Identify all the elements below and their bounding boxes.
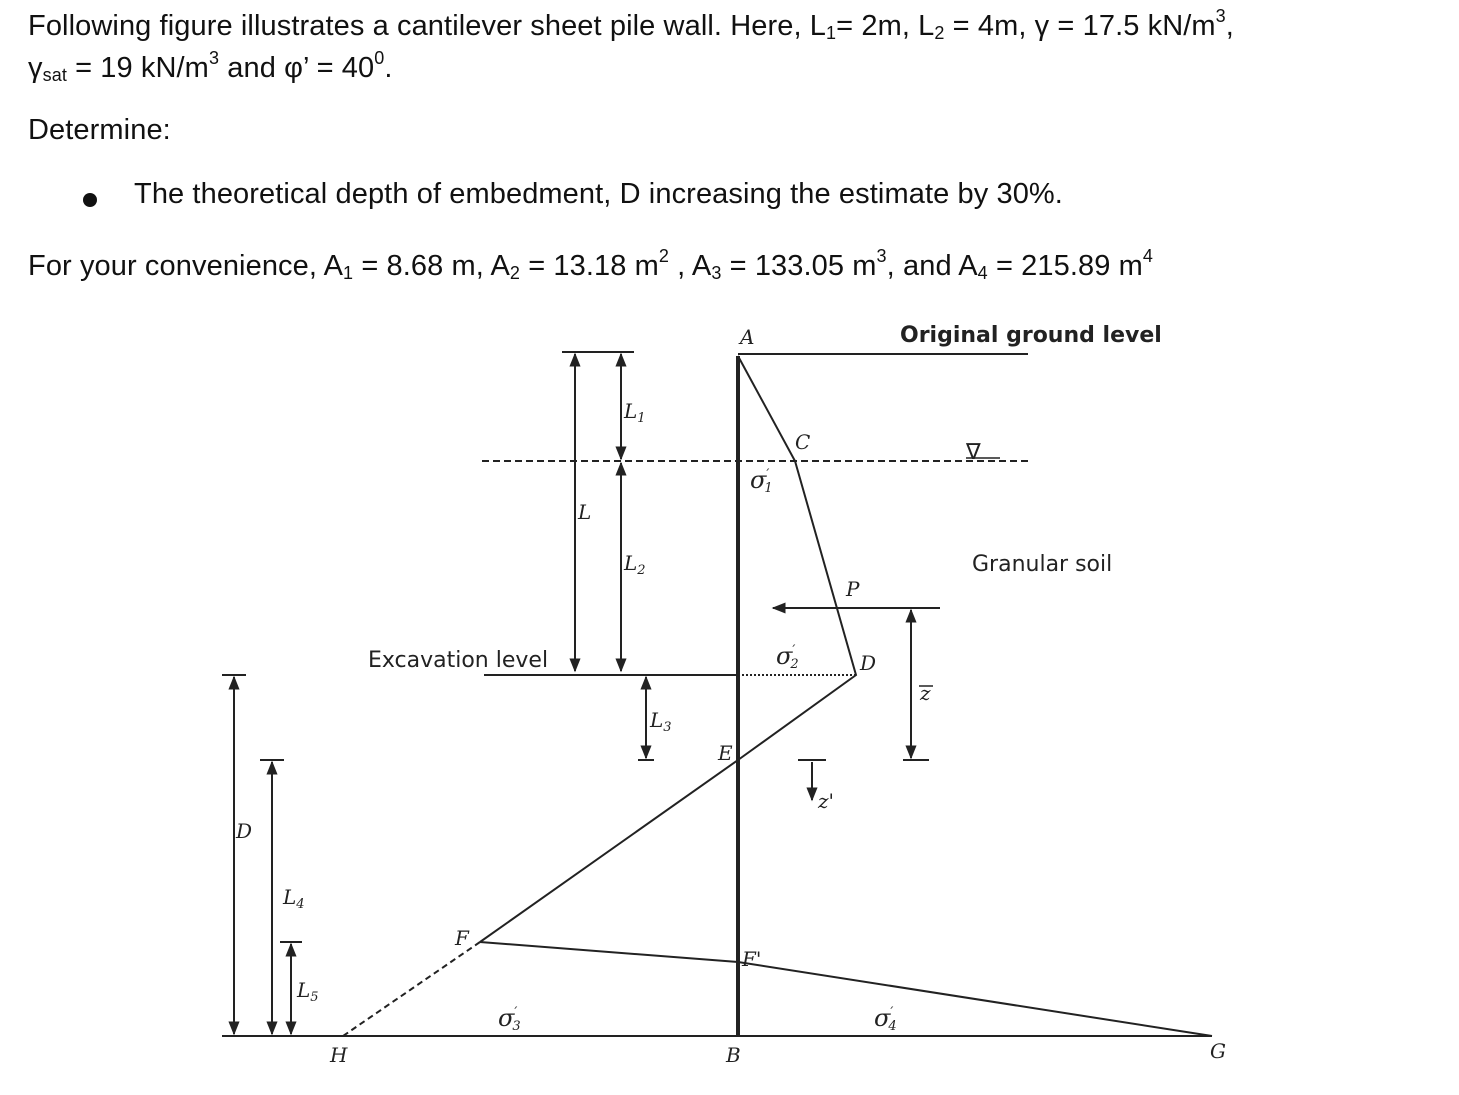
label-sigma4: σ′ 4 — [874, 1004, 897, 1034]
label-l: L — [578, 500, 592, 524]
convenience-values: For your convenience, $A_1 = 8.68$ m, $A_2 = 13.18$ $m^2$ , $A_3 = 133.05$ $m^3$, and $A_4 = 215.89$ $m^4$ — [28, 246, 1153, 283]
label-l4: $L_4$ — [283, 885, 305, 912]
label-c: C — [795, 430, 811, 454]
label-sigma2: σ′ 2 — [776, 642, 799, 672]
problem-statement-line-2: $\gamma_{sat} = 19$ $kN/m^3$ and φ’ = $40^0$. — [28, 48, 393, 85]
label-zprime: z' — [818, 789, 835, 813]
label-l3: $L_3$ — [650, 708, 672, 735]
water-table-icon: ∇ — [966, 440, 981, 465]
label-f-prime: F' — [742, 947, 762, 971]
label-a: A — [740, 325, 755, 349]
label-p: P — [846, 577, 860, 601]
label-d-dimension: D — [236, 819, 253, 843]
label-sigma3: σ′ 3 — [498, 1004, 521, 1034]
label-sigma1: σ′ 1 — [750, 466, 773, 496]
pressure-diagram-lower — [480, 942, 1212, 1036]
label-b: B — [726, 1043, 741, 1067]
label-f: F — [455, 926, 469, 950]
label-granular-soil: Granular soil — [972, 552, 1113, 577]
label-g: G — [1210, 1039, 1226, 1063]
label-original-ground: Original ground level — [900, 323, 1162, 348]
label-l1: $L_1$ — [624, 399, 646, 426]
problem-statement-line-1: Following figure illustrates a cantilever sheet pile wall. Here, $L_1= 2m$, $L_2 = 4m$, γ = 17.5 $kN/m^3$, — [28, 6, 1234, 43]
label-zbar: z — [920, 681, 931, 705]
label-h: H — [330, 1043, 348, 1067]
label-l5: $L_5$ — [297, 978, 319, 1005]
label-excavation: Excavation level — [368, 648, 549, 673]
bullet-task: The theoretical depth of embedment, D increasing the estimate by 30%. — [134, 178, 1063, 210]
label-e: E — [718, 741, 733, 765]
pressure-dashed-fh — [343, 942, 480, 1036]
determine-heading: Determine: — [28, 114, 171, 146]
label-l2: $L_2$ — [624, 551, 646, 578]
label-d-point: D — [860, 651, 877, 675]
